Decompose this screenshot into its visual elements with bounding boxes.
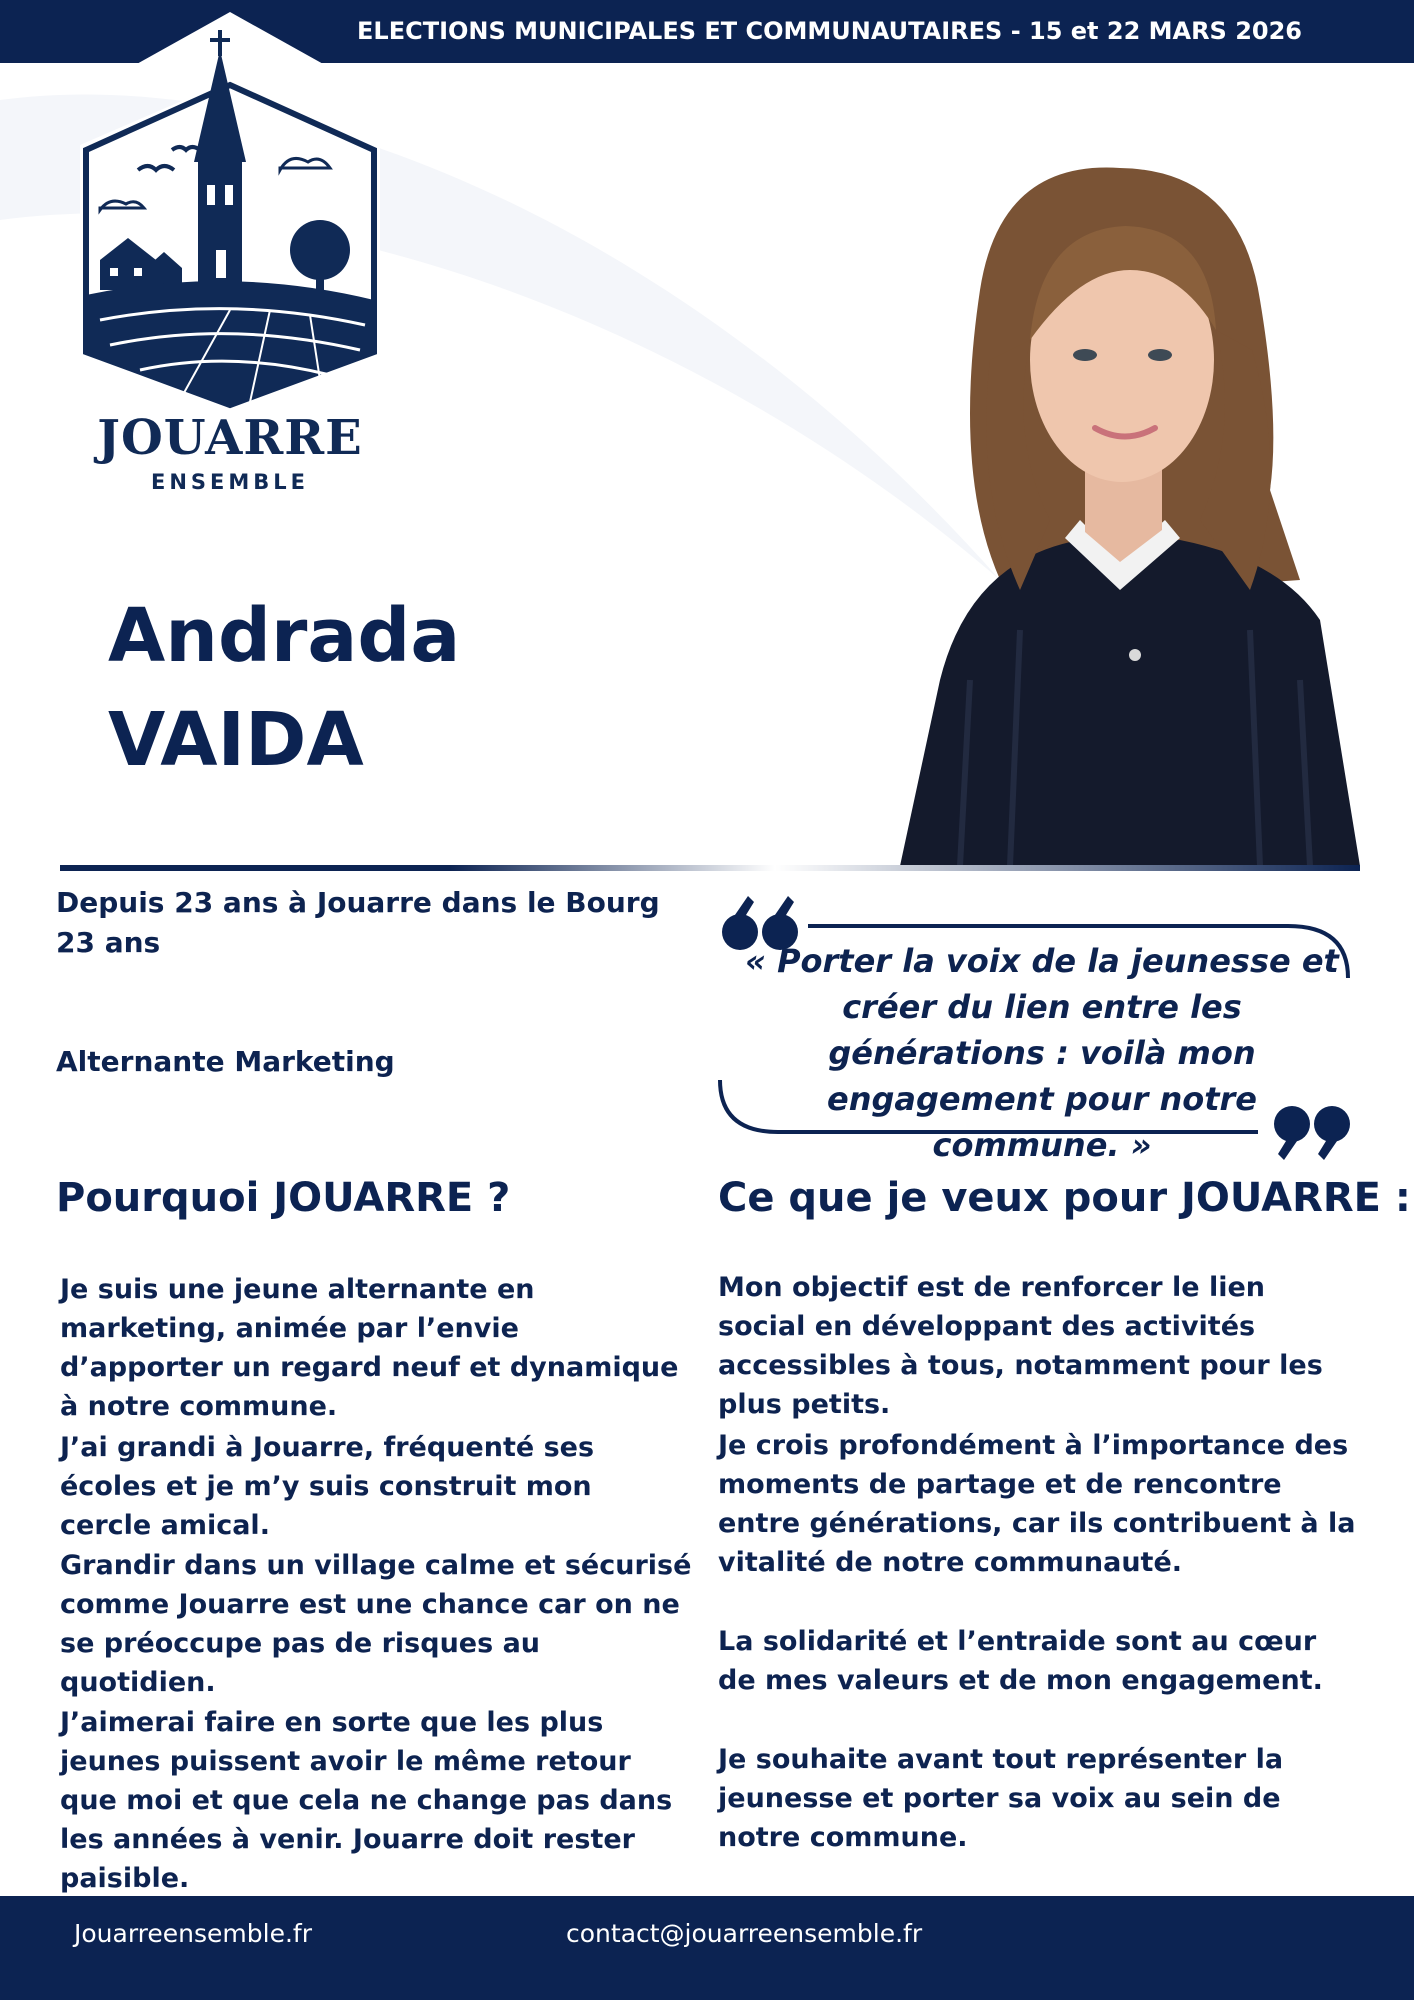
job-info: Alternante Marketing: [56, 1045, 395, 1078]
why-paragraph-3: Grandir dans un village calme et sécurisé comme Jouarre est une chance car on ne se préoccupe pas de risques au quotidien.: [60, 1550, 692, 1698]
church-landscape-logo-icon: [80, 10, 380, 410]
residence-info: Depuis 23 ans à Jouarre dans le Bourg: [56, 886, 660, 919]
logo-title: JOUARRE: [97, 410, 363, 466]
candidate-first-name: Andrada: [108, 593, 461, 679]
candidate-quote: « Porter la voix de la jeunesse et créer du lien entre les générations : voilà mon engagement pour notre commune. »: [745, 942, 1339, 1164]
want-paragraph-2: Je crois profondément à l’importance des moments de partage et de rencontre entre générations, car ils contribuent à la vitalité de notre communauté.: [718, 1430, 1356, 1578]
age-info: 23 ans: [56, 926, 161, 959]
candidate-last-name: VAIDA: [108, 697, 364, 783]
want-paragraph-1: Mon objectif est de renforcer le lien social en développant des activités accessibles à tous, notamment pour les plus petits.: [718, 1272, 1323, 1420]
logo-subtitle: ENSEMBLE: [150, 470, 310, 494]
candidate-name: [108, 584, 460, 792]
want-title: Ce que je veux pour JOUARRE :: [718, 1175, 1411, 1221]
footer-website-link[interactable]: Jouarreensemble.fr: [74, 1919, 312, 1948]
election-banner-text: ELECTIONS MUNICIPALES ET COMMUNAUTAIRES - 15 et 22 MARS 2026: [357, 17, 1302, 45]
candidate-portrait: [880, 160, 1360, 866]
want-paragraph-3: La solidarité et l’entraide sont au cœur de mes valeurs et de mon engagement.: [718, 1626, 1323, 1696]
why-paragraph-1: Je suis une jeune alternante en marketing, animée par l’envie d’apporter un regard neuf et dynamique à notre commune.: [60, 1274, 679, 1422]
footer-email-link[interactable]: contact@jouarreensemble.fr: [566, 1919, 923, 1948]
why-title: Pourquoi JOUARRE ?: [56, 1175, 511, 1221]
want-paragraph-4: Je souhaite avant tout représenter la jeunesse et porter sa voix au sein de notre commune.: [718, 1744, 1284, 1853]
section-divider: [60, 865, 1360, 871]
why-paragraph-4: J’aimerai faire en sorte que les plus jeunes puissent avoir le même retour que moi et que cela ne change pas dans les années à venir. Jouarre doit rester paisible.: [60, 1707, 673, 1894]
party-logo: [80, 10, 380, 494]
why-paragraph-2: J’ai grandi à Jouarre, fréquenté ses écoles et je m’y suis construit mon cercle amical.: [60, 1432, 595, 1541]
